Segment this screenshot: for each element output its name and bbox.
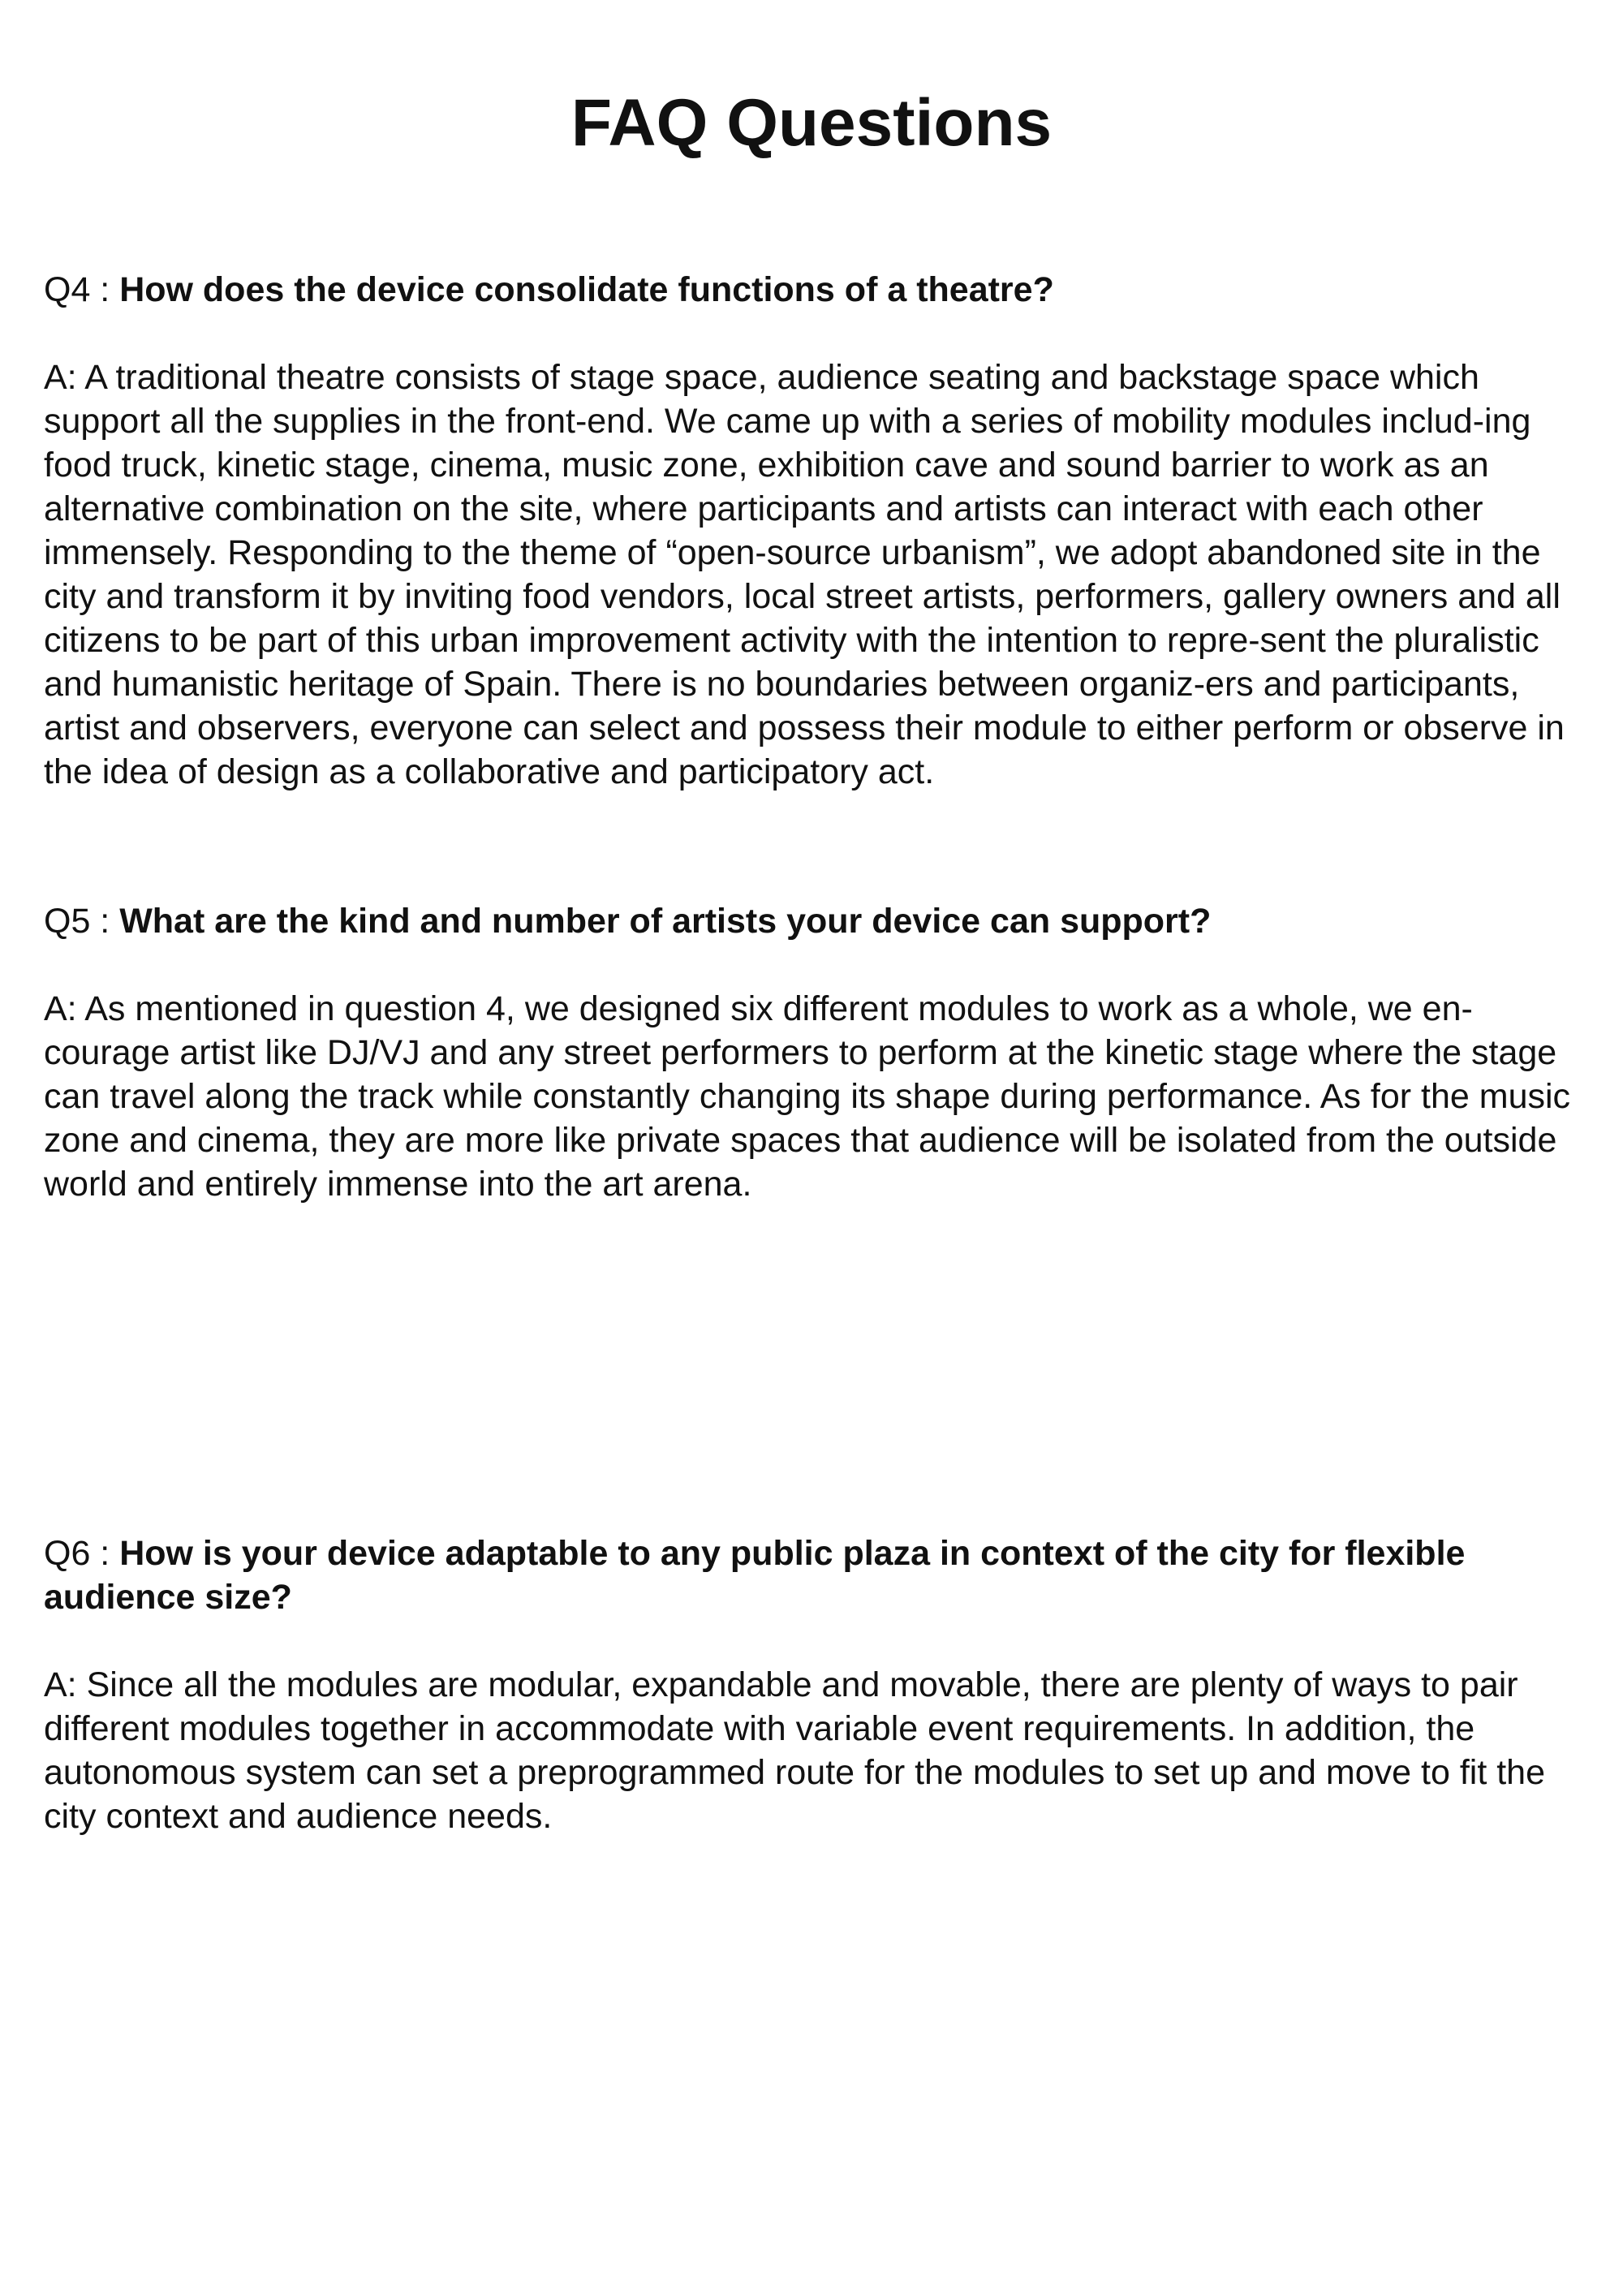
page-title: FAQ Questions [570, 86, 1053, 160]
question-number-q6: Q6 : [44, 1534, 120, 1573]
question-q6 [44, 1531, 1586, 1619]
faq-item-q6 [44, 1531, 1586, 1838]
question-text-q5: What are the kind and number of artists your device can support? [119, 902, 1212, 941]
faq-item-q5 [44, 899, 1586, 1206]
faq-item-q4 [44, 268, 1586, 794]
question-number-q4: Q4 : [44, 270, 120, 309]
answer-q5: A: As mentioned in question 4, we designed six different modules to work as a whole, we en-courage artist like DJ/VJ and any street performers to perform at the kinetic stage where the stage can travel along the track while constantly changing its shape during performance. As for the music zone and cinema, they are more like private spaces that audience will be isolated from the outside world and entirely immense into the art arena. [44, 989, 1571, 1204]
question-q4 [44, 268, 1586, 312]
question-text-q4: How does the device consolidate functions of a theatre? [119, 270, 1054, 309]
question-q5 [44, 899, 1586, 943]
question-number-q5: Q5 : [44, 902, 120, 941]
answer-q6: A: Since all the modules are modular, expandable and movable, there are plenty of ways to pair different modules together in accommodate with variable event requirements. In addition, the autonomous system can set a preprogrammed route for the modules to set up and move to fit the city context and audience needs. [44, 1665, 1545, 1836]
answer-q4: A: A traditional theatre consists of stage space, audience seating and backstage space which support all the supplies in the front-end. We came up with a series of mobility modules includ-ing food truck, kinetic stage, cinema, music zone, exhibition cave and sound barrier to work as an alternative combination on the site, where participants and artists can interact with each other immensely. Responding to the theme of “open-source urbanism”, we adopt abandoned site in the city and transform it by inviting food vendors, local street artists, performers, gallery owners and all citizens to be part of this urban improvement activity with the intention to repre-sent the pluralistic and humanistic heritage of Spain. There is no boundaries between organiz-ers and participants, artist and observers, everyone can select and possess their module to either perform or observe in the idea of design as a collaborative and participatory act. [44, 358, 1565, 791]
question-text-q6: How is your device adaptable to any public plaza in context of the city for flexible audience size? [44, 1534, 1466, 1617]
